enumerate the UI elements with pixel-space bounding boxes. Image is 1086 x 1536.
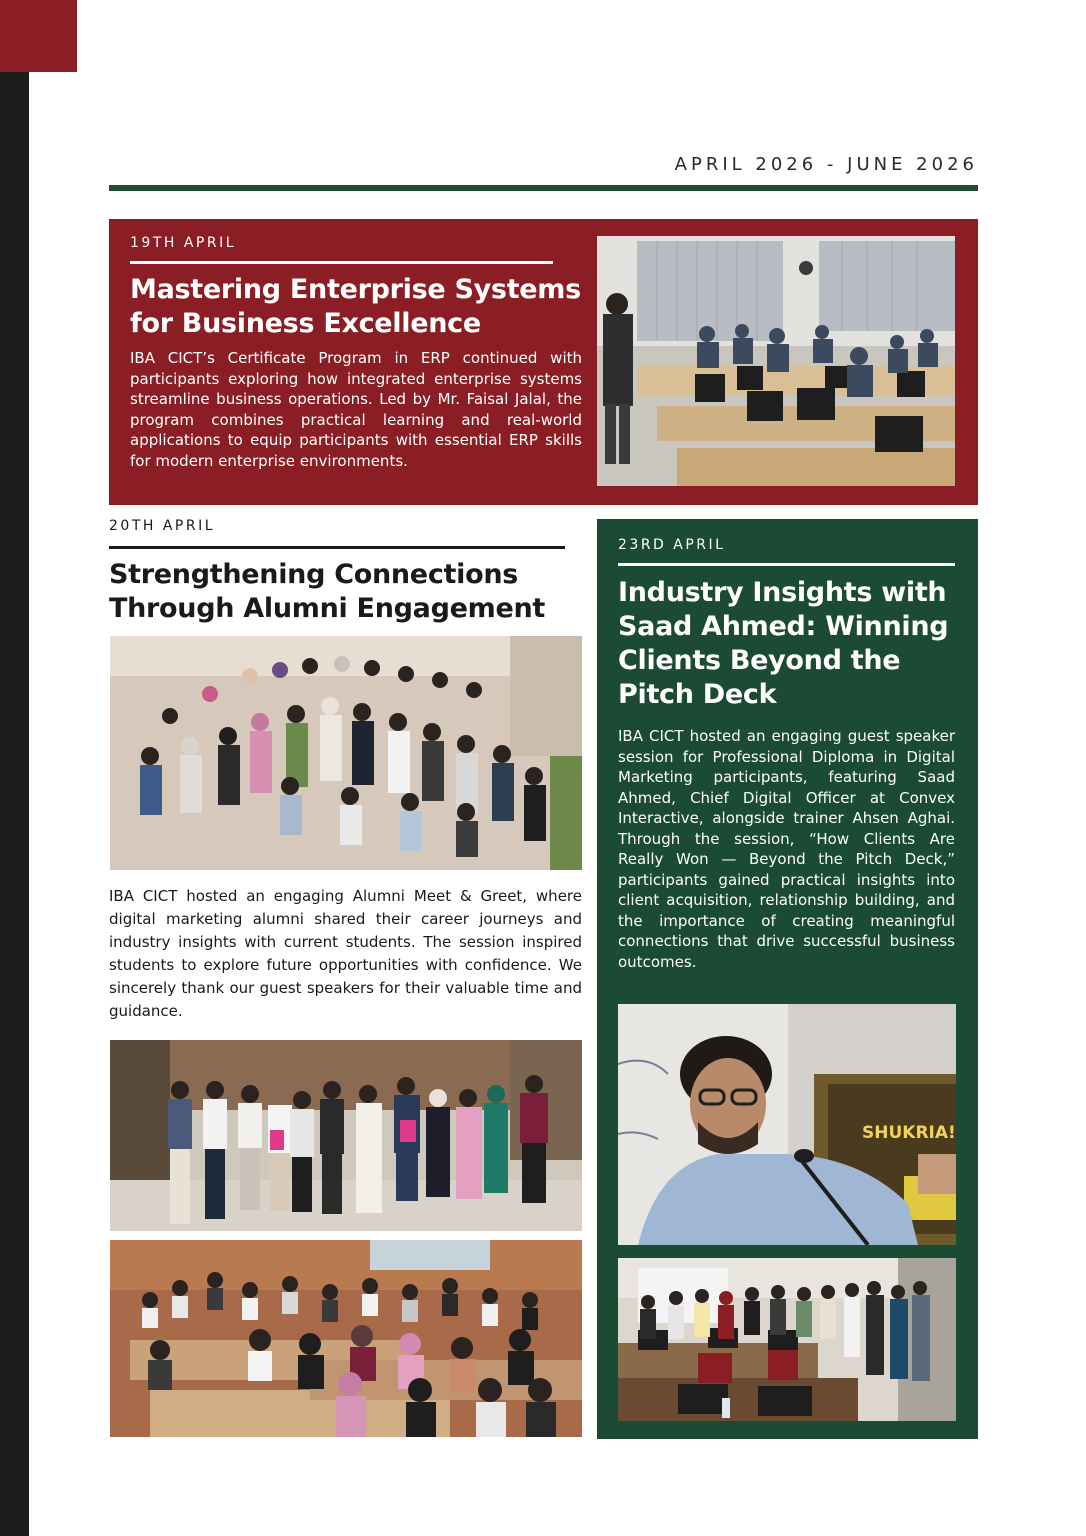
insights-article-body: IBA CICT hosted an engaging guest speaker session for Professional Diploma in Digital Marketing participants, featuring Saad Ahmed, Chief Digital Officer at Convex Interactive, alongside trainer Ahsen Aghai. Through the session, “How Clients Are Really Won — Beyond the Pitch Deck,” participants gained practical insights into client acquisition, relationship building, and the importance of creating meaningful connections that drive successful business outcomes.	[618, 727, 955, 971]
alumni-group-photo	[110, 636, 582, 870]
erp-article-panel	[109, 219, 978, 505]
insights-article-date: 23RD APRIL	[618, 537, 726, 553]
alumni-speakers-photo	[110, 1040, 582, 1231]
insights-article-panel	[597, 519, 978, 1439]
insights-article-divider	[618, 563, 955, 566]
header-divider	[109, 185, 978, 191]
insights-group-photo	[618, 1258, 956, 1421]
alumni-classroom-photo	[110, 1240, 582, 1437]
alumni-article-divider	[109, 546, 565, 549]
erp-article-title: Mastering Enterprise Systems for Business Excellence	[130, 274, 581, 339]
corner-accent-block	[0, 0, 77, 72]
issue-date-range: APRIL 2026 - JUNE 2026	[674, 154, 978, 175]
erp-article-body: IBA CICT’s Certificate Program in ERP continued with participants exploring how integrated enterprise systems streamline business operations. Led by Mr. Faisal Jalal, the program combines practical learning and real-world applications to equip participants with essential ERP skills for modern enterprise environments.	[130, 349, 582, 470]
erp-article-divider	[130, 261, 553, 264]
alumni-article-body: IBA CICT hosted an engaging Alumni Meet & Greet, where digital marketing alumni shared their career journeys and industry insights with current students. The session inspired students to explore future opportunities with confidence. We sincerely thank our guest speakers for their valuable time and guidance.	[109, 887, 582, 1020]
insights-article-title: Industry Insights with Saad Ahmed: Winning Clients Beyond the Pitch Deck	[618, 577, 949, 710]
alumni-article-date: 20TH APRIL	[109, 518, 216, 534]
side-bar-decoration	[0, 0, 29, 1536]
slide-text: SHUKRIA!	[862, 1123, 956, 1143]
erp-article-date: 19TH APRIL	[130, 235, 237, 251]
erp-classroom-photo	[597, 236, 955, 486]
speaker-photo	[618, 1004, 956, 1245]
alumni-article-title: Strengthening Connections Through Alumni Engagement	[109, 559, 545, 624]
